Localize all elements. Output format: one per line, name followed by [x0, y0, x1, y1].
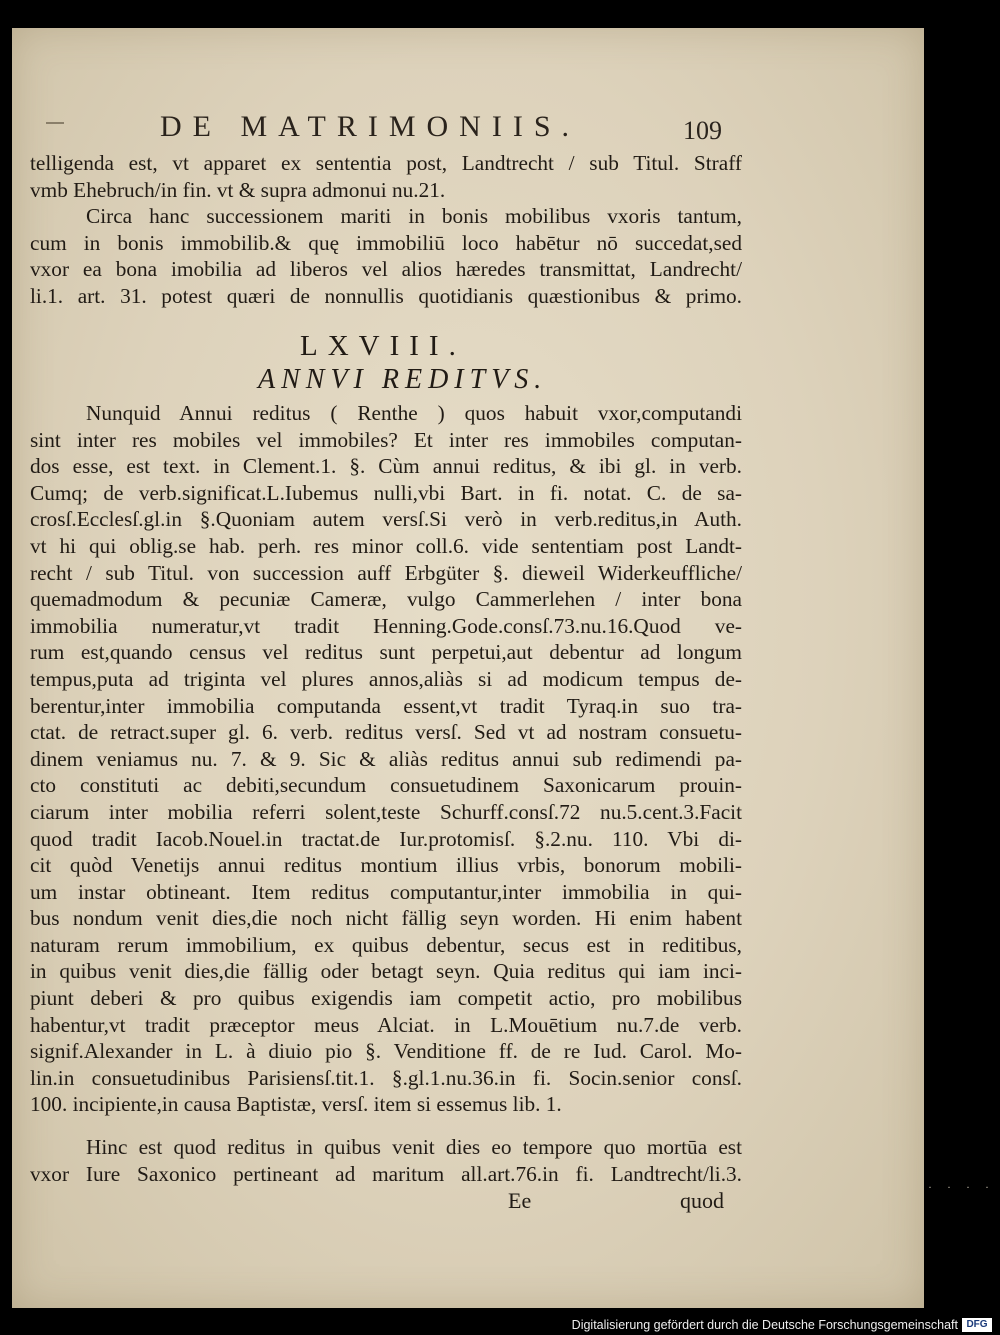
running-head: DE MATRIMONIIS.: [160, 110, 580, 143]
text-line: signif.Alexander in L. à diuio pio §. Venditione ff. de re Iud. Carol. Mo-: [30, 1039, 742, 1064]
catchword: quod: [680, 1188, 724, 1213]
text-line: 100. incipiente,in causa Baptistæ, versſ. item si essemus lib. 1.: [30, 1092, 562, 1117]
text-line: Nunquid Annui reditus ( Renthe ) quos habuit vxor,computandi: [86, 401, 742, 425]
text-line: cto constituti ac debiti,secundum consuetudinem Saxonicarum prouin-: [30, 773, 742, 798]
text-line: ctat. de retract.super gl. 6. verb. reditus versſ. Sed vt ad nostram consuetu-: [30, 720, 742, 745]
text-line: cum in bonis immobilib.& quę immobiliū loco habētur nō succedat,sed: [30, 230, 742, 255]
text-line: vxor ea bona imobilia ad liberos vel alios hæredes transmittat, Landrecht/: [30, 257, 742, 282]
text-line: dinem veniamus nu. 7. & 9. Sic & aliàs reditus annui sub redimendi pa-: [30, 746, 742, 771]
paragraph-continuation: [30, 150, 742, 310]
text-line: Hinc est quod reditus in quibus venit dies eo tempore quo mortūa est: [86, 1135, 742, 1159]
text-line: telligenda est, vt apparet ex sententia post, Landtrecht / sub Titul. Straff: [30, 151, 742, 175]
text-line: cit quòd Venetijs annui reditus montium illius vrbis, bonorum mobili-: [30, 853, 742, 878]
section-number: LXVIII.: [300, 330, 466, 362]
text-line: dos esse, est text. in Clement.1. §. Cùm annui reditus, & ibi gl. in verb.: [30, 454, 742, 479]
text-line: sint inter res mobiles vel immobiles? Et inter res immobiles computan-: [30, 427, 742, 452]
text-line: naturam rerum immobilium, ex quibus debentur, secus est in reditibus,: [30, 932, 742, 957]
text-line: rum est,quando census vel reditus sunt perpetui,aut debentur ad longum: [30, 640, 742, 665]
text-line: ciarum inter mobilia referri solent,teste Schurff.consſ.72 nu.5.cent.3.Facit: [30, 799, 742, 824]
text-line: habentur,vt tradit præceptor meus Alciat. in L.Mouētium nu.7.de verb.: [30, 1012, 742, 1037]
text-line: vmb Ehebruch/in fin. vt & supra admonui nu.21.: [30, 177, 446, 202]
scan-dots: · · · ·: [928, 1180, 995, 1194]
text-line: berentur,inter immobilia computanda essent,vt tradit Tyraq.in suo tra-: [30, 693, 742, 718]
text-line: crosſ.Ecclesſ.gl.in §.Quoniam autem versſ.Si verò in verb.reditus,in Auth.: [30, 507, 742, 532]
paragraph-annui-reditus: [30, 400, 742, 1118]
text-line: recht / sub Titul. von succession auff Erbgüter §. dieweil Widerkeuffliche/: [30, 560, 742, 585]
text-line: vxor Iure Saxonico pertineant ad maritum all.art.76.in fi. Landtrecht/li.3.: [30, 1161, 742, 1186]
paragraph-hinc-est: [30, 1134, 742, 1187]
page-number: 109: [683, 116, 722, 145]
footer-credit: Digitalisierung gefördert durch die Deutsche Forschungsgemeinschaft: [571, 1318, 958, 1332]
text-line: vt hi qui oblig.se hab. perh. res minor coll.6. vide sententiam post Landt-: [30, 533, 742, 558]
text-line: quod tradit Iacob.Nouel.in tractat.de Iur.protomisſ. §.2.nu. 110. Vbi di-: [30, 826, 742, 851]
text-line: tempus,puta ad triginta vel plures annos,aliàs si ad modicum tempus de-: [30, 666, 742, 691]
text-line: Circa hanc successionem mariti in bonis mobilibus vxoris tantum,: [86, 204, 742, 229]
dfg-logo: DFG: [962, 1318, 992, 1332]
signature-mark: Ee: [508, 1188, 532, 1213]
text-line: Cumq; de verb.significat.L.Iubemus nulli,vbi Bart. in fi. notat. C. de sa-: [30, 480, 742, 505]
text-line: in quibus venit dies,die fällig oder betagt seyn. Quia reditus qui iam inci-: [30, 959, 742, 984]
text-line: li.1. art. 31. potest quæri de nonnullis quotidianis quæstionibus & primo.: [30, 283, 742, 308]
text-line: immobilia numeratur,vt tradit Henning.Gode.consſ.73.nu.16.Quod ve-: [30, 613, 742, 638]
text-line: quemadmodum & pecuniæ Cameræ, vulgo Cammerlehen / inter bona: [30, 587, 742, 612]
page-edge-mark: [46, 122, 64, 124]
text-line: piunt deberi & pro quibus exigendis iam competit actio, pro mobilibus: [30, 986, 742, 1011]
text-line: um instar obtineant. Item reditus computantur,inter immobilia in qui-: [30, 879, 742, 904]
text-line: lin.in consuetudinibus Parisiensſ.tit.1. §.gl.1.nu.36.in fi. Socin.senior consſ.: [30, 1065, 742, 1090]
section-title: ANNVI REDITVS.: [258, 364, 548, 395]
text-line: bus nondum venit dies,die noch nicht fällig seyn worden. Hi enim habent: [30, 906, 742, 931]
